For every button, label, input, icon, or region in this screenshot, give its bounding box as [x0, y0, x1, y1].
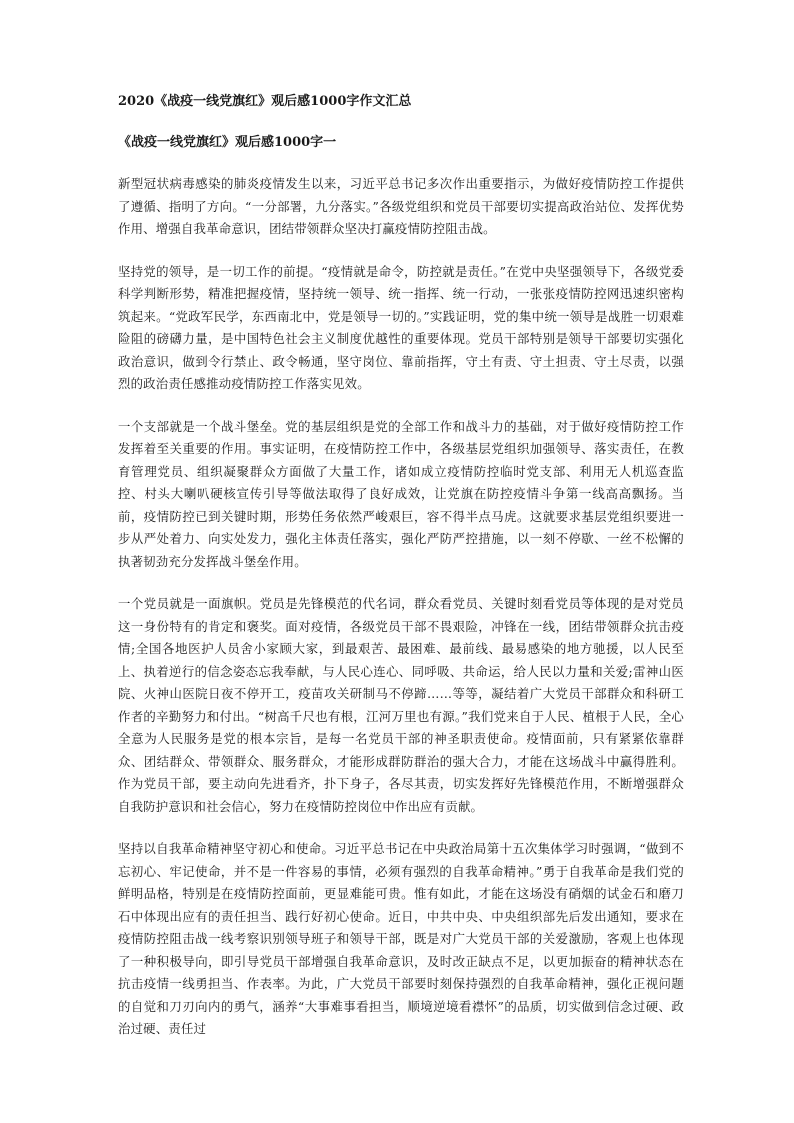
paragraph-party-leadership: 坚持党的领导，是一切工作的前提。“疫情就是命令，防控就是责任。”在党中央坚强领导下，各级党委科学判断形势，精准把握疫情，坚持统一领导、统一指挥、统一行动，一张张疫情防控网迅速织密构筑起来。“党政军民学，东西南北中，党是领导一切的。”实践证明，党的集中统一领导是战胜一切艰难险阻的磅礴力量，是中国特色社会主义制度优越性的重要体现。党员干部特别是领导干部要切实强化政治意识，做到令行禁止、政令畅通，坚守岗位、靠前指挥，守土有责、守土担责、守土尽责，以强烈的政治责任感推动疫情防控工作落实见效。 [118, 263, 684, 391]
paragraph-self-revolution: 坚持以自我革命精神坚守初心和使命。习近平总书记在中央政治局第十五次集体学习时强调，“做到不忘初心、牢记使命，并不是一件容易的事情，必须有强烈的自我革命精神。”勇于自我革命是我们党的鲜明品格，特别是在疫情防控面前，更显难能可贵。惟有如此，才能在这场没有硝烟的试金石和磨刀石中体现出应有的责任担当、践行好初心使命。近日，中共中央、中央组织部先后发出通知，要求在疫情防控阻击战一线考察识别领导班子和领导干部，既是对广大党员干部的关爱激励，客观上也体现了一种积极导向，即引导党员干部增强自我革命意识，及时改正缺点不足，以更加振奋的精神状态在抗击疫情一线勇担当、作表率。为此，广大党员干部要时刻保持强烈的自我革命精神，强化正视问题的自觉和刀刃向内的勇气，涵养“大事难事看担当，顺境逆境看襟怀”的品质，切实做到信念过硬、政治过硬、责任过 [118, 841, 684, 1036]
paragraph-branch-fortress: 一个支部就是一个战斗堡垒。党的基层组织是党的全部工作和战斗力的基础，对于做好疫情防控工作发挥着至关重要的作用。事实证明，在疫情防控工作中，各级基层党组织加强领导、落实责任，在教育管理党员、组织凝聚群众方面做了大量工作，诸如成立疫情防控临时党支部、利用无人机巡查监控、村头大喇叭硬核宣传引导等做法取得了良好成效，让党旗在防控疫情斗争第一线高高飘扬。当前，疫情防控已到关键时期，形势任务依然严峻艰巨，容不得半点马虎。这就要求基层党组织要进一步从严处着力、向实处发力，强化主体责任落实，强化严防严控措施，以一刻不停歇、一丝不松懈的执著韧劲充分发挥战斗堡垒作用。 [118, 418, 684, 569]
document-title: 2020《战疫一线党旗红》观后感1000字作文汇总 [118, 94, 412, 109]
section-title: 《战疫一线党旗红》观后感1000字一 [118, 135, 337, 150]
paragraph-member-banner: 一个党员就是一面旗帜。党员是先锋模范的代名词，群众看党员、关键时刻看党员等体现的是对党员这一身份特有的肯定和褒奖。面对疫情，各级党员干部不畏艰险，冲锋在一线，团结带领群众抗击疫情;全国各地医护人员舍小家顾大家，到最艰苦、最困难、最前线、最易感染的地方驰援，以人民至上、执着逆行的信念姿态忘我奉献，与人民心连心、同呼吸、共命运，给人民以力量和关爱;雷神山医院、火神山医院日夜不停开工，疫苗攻关研制马不停蹄……等等，凝结着广大党员干部群众和科研工作者的辛勤努力和付出。“树高千尺也有根，江河万里也有源。”我们党来自于人民、植根于人民，全心全意为人民服务是党的根本宗旨，是每一名党员干部的神圣职责使命。疫情面前，只有紧紧依靠群众、团结群众、带领群众、服务群众，才能形成群防群治的强大合力，才能在这场战斗中赢得胜利。作为党员干部，要主动向先进看齐，扑下身子，各尽其责，切实发挥好先锋模范作用，不断增强群众自我防护意识和社会信心，努力在疫情防控岗位中作出应有贡献。 [118, 596, 684, 814]
document-page [118, 92, 684, 1061]
paragraph-intro: 新型冠状病毒感染的肺炎疫情发生以来，习近平总书记多次作出重要指示，为做好疫情防控工作提供了遵循、指明了方向。“一分部署，九分落实。”各级党组织和党员干部要切实提高政治站位、发挥优势作用、增强自我革命意识，团结带领群众坚决打赢疫情防控阻击战。 [118, 176, 684, 236]
